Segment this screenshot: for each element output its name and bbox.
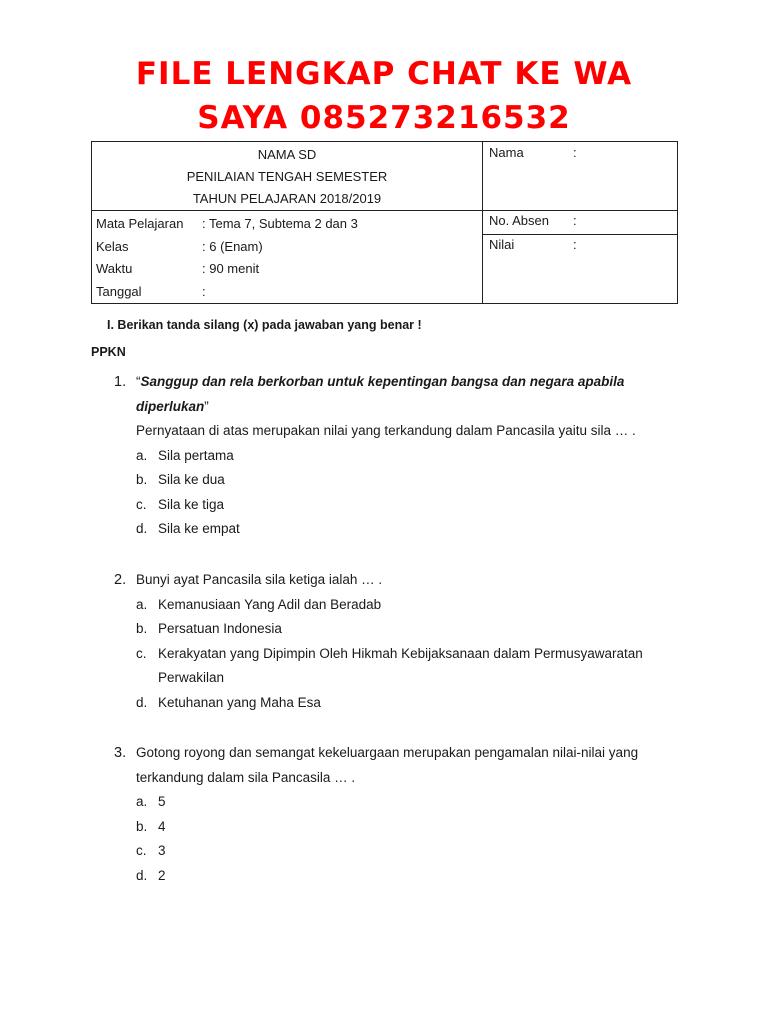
question-2-text: Bunyi ayat Pancasila sila ketiga ialah … . <box>136 572 383 587</box>
time-value: : 90 menit <box>202 261 260 276</box>
question-3 <box>114 741 674 888</box>
option-text: Ketuhanan yang Maha Esa <box>158 694 321 710</box>
school-info-cell <box>92 142 483 211</box>
option-text: 2 <box>158 867 166 883</box>
score-value: : <box>573 237 577 253</box>
option-letter: d. <box>136 521 148 536</box>
option-text: Sila ke dua <box>158 472 225 487</box>
student-name-value: : <box>573 145 577 160</box>
option-letter: b. <box>136 818 148 834</box>
exam-details-cell <box>92 211 483 304</box>
option-3d[interactable] <box>114 864 674 889</box>
option-text: Persatuan Indonesia <box>158 621 282 636</box>
question-1-text: Pernyataan di atas merupakan nilai yang terkandung dalam Pancasila yaitu sila … . <box>136 423 636 438</box>
option-text: Sila ke empat <box>158 521 240 536</box>
question-3-text-line <box>114 741 674 766</box>
date-label: Tanggal <box>96 283 142 299</box>
academic-year: TAHUN PELAJARAN 2018/2019 <box>192 191 382 206</box>
statement-line-2: diperlukan <box>136 398 205 414</box>
question-2 <box>114 568 674 715</box>
question-1-number: 1. <box>114 374 127 390</box>
option-2c[interactable] <box>114 642 658 691</box>
score-label: Nilai <box>489 237 515 253</box>
option-letter: b. <box>136 621 148 636</box>
option-3b[interactable] <box>114 815 674 840</box>
absence-number-value: : <box>573 213 577 228</box>
option-letter: d. <box>136 867 148 883</box>
detail-row-time <box>96 258 482 281</box>
class-label: Kelas <box>96 238 129 254</box>
banner-line-2: SAYA 085273216532 <box>197 100 571 136</box>
open-quote: “ <box>136 374 141 389</box>
exam-header-table <box>91 141 678 304</box>
date-value: : <box>202 283 206 299</box>
class-value: : 6 (Enam) <box>202 238 263 254</box>
option-1c[interactable] <box>114 493 674 518</box>
option-2d[interactable] <box>114 691 674 716</box>
option-letter: a. <box>136 794 148 809</box>
question-3-text-2: terkandung dalam sila Pancasila … . <box>136 769 356 785</box>
subject-label: Mata Pelajaran <box>96 216 184 231</box>
school-name: NAMA SD <box>257 147 317 162</box>
question-3-number: 3. <box>114 745 127 761</box>
option-letter: c. <box>136 645 147 661</box>
question-3-text-1: Gotong royong dan semangat kekeluargaan merupakan pengamalan nilai-nilai yang <box>136 745 639 760</box>
option-text: Sila pertama <box>158 447 234 463</box>
absence-number-label: No. Absen <box>489 213 549 228</box>
student-name-cell <box>483 142 678 211</box>
subject-value: : Tema 7, Subtema 2 dan 3 <box>202 216 358 231</box>
option-3c[interactable] <box>114 839 674 864</box>
option-text: Kerakyatan yang Dipimpin Oleh Hikmah Kebijaksanaan dalam Permusyawaratan Perwakilan <box>158 645 643 685</box>
option-text: 5 <box>158 794 166 809</box>
option-letter: c. <box>136 496 147 512</box>
score-cell <box>483 235 678 304</box>
option-1a[interactable] <box>114 444 674 469</box>
option-2b[interactable] <box>114 617 674 642</box>
exam-title: PENILAIAN TENGAH SEMESTER <box>186 169 388 184</box>
question-1-statement <box>114 370 674 395</box>
banner-line-1: FILE LENGKAP CHAT KE WA <box>135 56 633 92</box>
detail-row-subject <box>96 213 482 236</box>
detail-row-date <box>96 281 482 304</box>
option-letter: b. <box>136 472 148 487</box>
option-letter: a. <box>136 596 148 612</box>
question-2-number: 2. <box>114 572 127 588</box>
option-1b[interactable] <box>114 468 674 493</box>
statement-line-1: Sanggup dan rela berkorban untuk kepentingan bangsa dan negara apabila <box>140 374 625 389</box>
instruction-text: I. Berikan tanda silang (x) pada jawaban yang benar ! <box>107 318 422 332</box>
question-1 <box>114 370 674 542</box>
section-title: PPKN <box>91 345 126 359</box>
option-text: Kemanusiaan Yang Adil dan Beradab <box>158 596 382 612</box>
question-2-text-line <box>114 568 674 593</box>
option-3a[interactable] <box>114 790 674 815</box>
close-quote: ” <box>204 398 209 414</box>
option-letter: a. <box>136 447 148 463</box>
detail-row-class <box>96 236 482 259</box>
option-text: 4 <box>158 818 166 834</box>
promo-banner <box>0 52 768 140</box>
time-label: Waktu <box>96 261 133 276</box>
question-1-statement-cont <box>114 395 674 420</box>
option-text: Sila ke tiga <box>158 496 225 512</box>
option-text: 3 <box>158 843 166 858</box>
student-name-label: Nama <box>489 145 524 160</box>
absence-number-cell <box>483 211 678 235</box>
option-1d[interactable] <box>114 517 674 542</box>
option-2a[interactable] <box>114 593 674 618</box>
option-letter: d. <box>136 694 148 710</box>
option-letter: c. <box>136 843 147 858</box>
